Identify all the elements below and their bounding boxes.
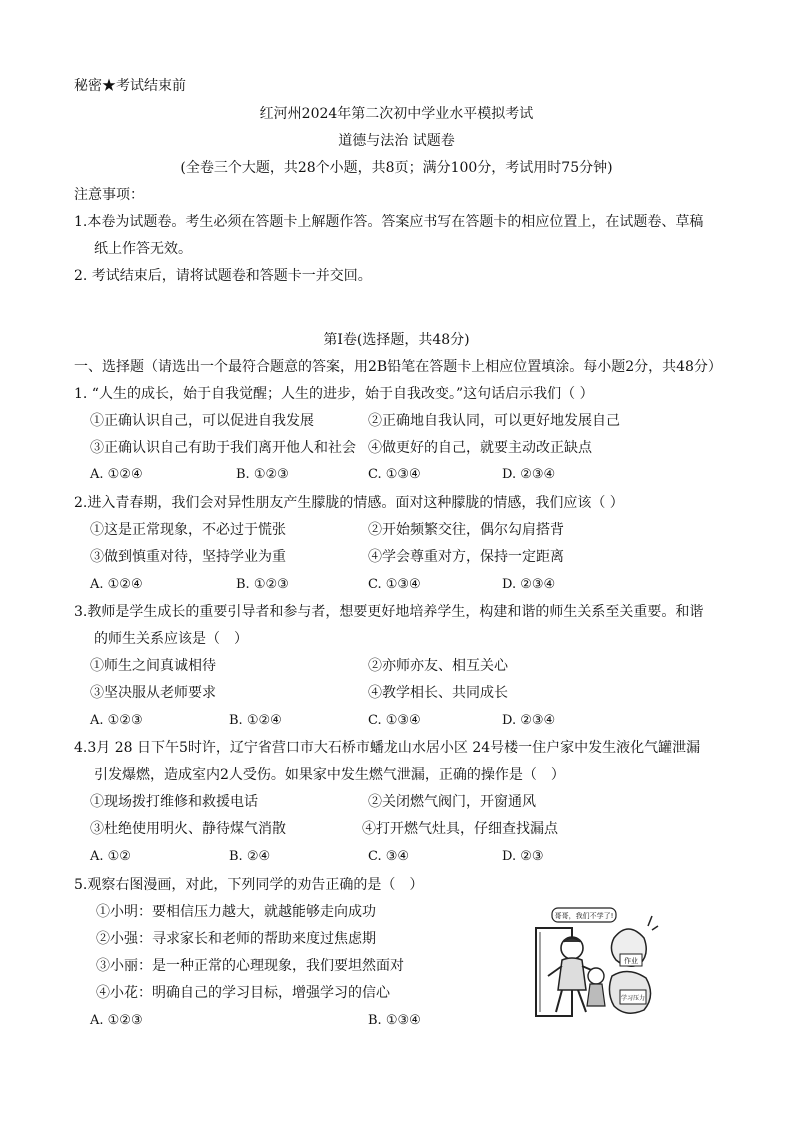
choice-a: A. ①②④ <box>90 467 143 482</box>
choice-c: C. ①③④ <box>368 713 421 728</box>
notes-item-2: 2. 考试结束后，请将试题卷和答题卡一并交回。 <box>74 268 372 284</box>
choice-a: A. ①②④ <box>90 577 143 592</box>
stress-cartoon-image <box>532 906 660 1022</box>
choice-b: B. ①②③ <box>236 467 289 482</box>
statement-2: ②亦师亦友、相互关心 <box>368 658 508 674</box>
statement-2: ②小强：寻求家长和老师的帮助来度过焦虑期 <box>96 931 376 947</box>
statement-4: ④打开燃气灶具，仔细查找漏点 <box>362 821 558 837</box>
statement-1: ①这是正常现象，不必过于慌张 <box>90 522 286 538</box>
confidential-label: 秘密★考试结束前 <box>74 78 186 94</box>
statement-2: ②关闭燃气阀门，开窗通风 <box>368 794 536 810</box>
choice-a: A. ①②③ <box>90 1013 143 1028</box>
notes-item-1-cont: 纸上作答无效。 <box>94 241 192 257</box>
exam-title: 红河州2024年第二次初中学业水平模拟考试 <box>259 106 534 122</box>
choice-d: D. ②③ <box>502 849 544 864</box>
question-stem: 2.进入青春期，我们会对异性朋友产生朦胧的情感。面对这种朦胧的情感，我们应该（ ） <box>74 495 624 511</box>
question-stem: 1. “人生的成长，始于自我觉醒；人生的进步，始于自我改变。”这句话启示我们（ ） <box>74 386 594 402</box>
statement-1: ①师生之间真诚相待 <box>90 658 216 674</box>
statement-1: ①小明：要相信压力越大，就越能够走向成功 <box>96 904 376 920</box>
statement-3: ③杜绝使用明火、静待煤气消散 <box>90 821 286 837</box>
choice-a: A. ①② <box>90 849 131 864</box>
motion-lines <box>648 916 658 930</box>
choice-b: B. ①③④ <box>368 1013 421 1028</box>
notes-item-1: 1.本卷为试题卷。考生必须在答题卡上解题作答。答案应书写在答题卡的相应位置上，在试题卷、草稿 <box>74 214 704 230</box>
choice-a: A. ①②③ <box>90 713 143 728</box>
choice-d: D. ②③④ <box>502 713 556 728</box>
statement-4: ④教学相长、共同成长 <box>368 685 508 701</box>
exam-info: (全卷三个大题，共28个小题，共8页；满分100分，考试用时75分钟) <box>180 160 613 176</box>
statement-4: ④做更好的自己，就要主动改正缺点 <box>368 440 592 456</box>
statement-4: ④学会尊重对方，保持一定距离 <box>368 549 564 565</box>
choice-d: D. ②③④ <box>502 467 556 482</box>
section-instruction: 一、选择题（请选出一个最符合题意的答案，用2B铅笔在答题卡上相应位置填涂。每小题2分，共48分） <box>74 359 722 375</box>
statement-3: ③坚决服从老师要求 <box>90 685 216 701</box>
question-stem: 4.3月 28 日下午5时许，辽宁省营口市大石桥市蟠龙山水居小区 24号楼一住户家中发生液化气罐泄漏 <box>74 740 701 756</box>
statement-4: ④小花：明确自己的学习目标，增强学习的信心 <box>96 985 390 1001</box>
statement-3: ③正确认识自己有助于我们离开他人和社会 <box>90 440 356 456</box>
sibling-body <box>587 984 605 1006</box>
speech-text: 哥哥，我们不学了! <box>554 912 614 920</box>
notes-heading: 注意事项： <box>74 187 144 203</box>
sign-homework-text: 作业 <box>624 957 638 965</box>
choice-c: C. ①③④ <box>368 577 421 592</box>
statement-1: ①现场拨打维修和救援电话 <box>90 794 258 810</box>
statement-3: ③小丽：是一种正常的心理现象，我们要坦然面对 <box>96 958 404 974</box>
question-stem: 5.观察右图漫画，对此，下列同学的劝告正确的是（ ） <box>74 877 424 893</box>
sibling-head <box>588 968 604 984</box>
statement-2: ②开始频繁交往，偶尔勾肩搭背 <box>368 522 564 538</box>
choice-b: B. ①②④ <box>229 713 282 728</box>
statement-2: ②正确地自我认同，可以更好地发展自己 <box>368 413 620 429</box>
subject-title: 道德与法治 试题卷 <box>338 133 455 149</box>
statement-1: ①正确认识自己，可以促进自我发展 <box>90 413 314 429</box>
choice-b: B. ①②③ <box>236 577 289 592</box>
choice-d: D. ②③④ <box>502 577 556 592</box>
question-stem-cont: 引发爆燃，造成室内2人受伤。如果家中发生燃气泄漏，正确的操作是（ ） <box>94 767 565 783</box>
child-body <box>558 958 586 990</box>
question-stem-cont: 的师生关系应该是（ ） <box>94 631 248 647</box>
statement-3: ③做到慎重对待，坚持学业为重 <box>90 549 286 565</box>
choice-c: C. ①③④ <box>368 467 421 482</box>
section-title: 第Ⅰ卷(选择题，共48分) <box>323 332 470 348</box>
sign-study-pressure-text: 学习压力 <box>620 995 646 1002</box>
choice-b: B. ②④ <box>229 849 271 864</box>
question-stem: 3.教师是学生成长的重要引导者和参与者，想要更好地培养学生，构建和谐的师生关系至关重要。和谐 <box>74 604 704 620</box>
choice-c: C. ③④ <box>368 849 410 864</box>
